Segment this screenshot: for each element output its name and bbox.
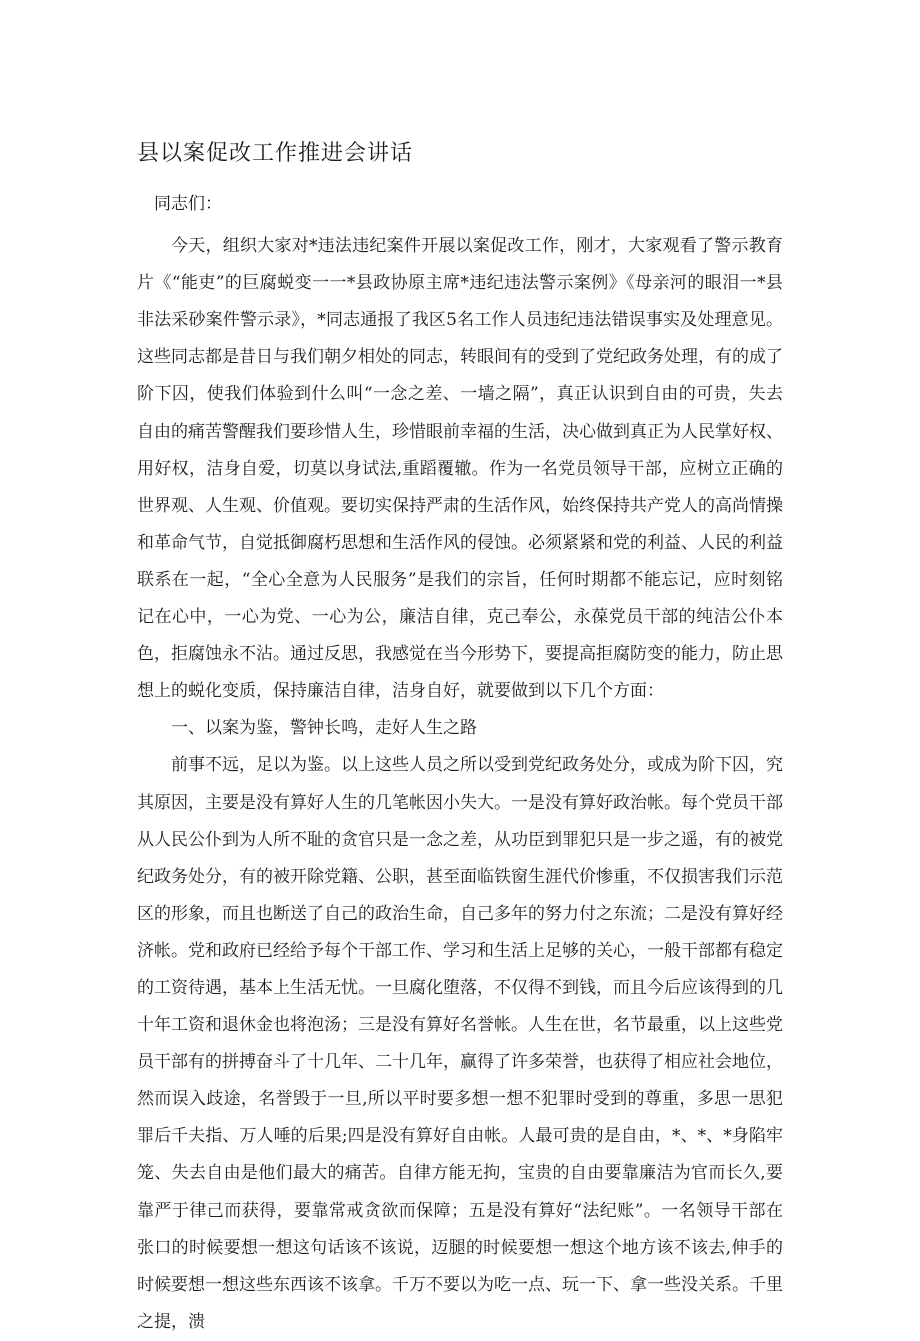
section-heading: 一、以案为鉴，警钟长鸣，走好人生之路 [171, 718, 477, 739]
document-body [137, 186, 783, 1341]
section-paragraph: 前事不远，足以为鉴。以上这些人员之所以受到党纪政务处分，或成为阶下囚，究其原因，主要是没有算好人生的几笔帐因小失大。一是没有算好政治帐。每个党员干部从人民公仆到为人所不耻的贪官只是一念之差，从功臣到罪犯只是一步之遥，有的被党纪政务处分，有的被开除党籍、公职，甚至面临铁窗生涯代价惨重，不仅损害我们示范区的形象，而且也断送了自己的政治生命，自己多年的努力付之东流；二是没有算好经济帐。党和政府已经给予每个干部工作、学习和生活上足够的关心，一般干部都有稳定的工资待遇，基本上生活无忧。一旦腐化堕落，不仅得不到钱，而且今后应该得到的几十年工资和退休金也将泡汤；三是没有算好名誉帐。人生在世，名节最重，以上这些党员干部有的拼搏奋斗了十几年、二十几年，赢得了许多荣誉，也获得了相应社会地位，然而误入歧途，名誉毁于一旦,所以平时要多想一想不犯罪时受到的尊重，多思一思犯罪后千夫指、万人唾的后果;四是没有算好自由帐。人最可贵的是自由，*、*、*身陷牢笼、失去自由是他们最大的痛苦。自律方能无拘，宝贵的自由要靠廉洁为官而长久,要靠严于律己而获得，要靠常戒贪欲而保障；五是没有算好“法纪账”。一名领导干部在张口的时候要想一想这句话该不该说，迈腿的时候要想一想这个地方该不该去,伸手的时候要想一想这些东西该不该拿。千万不要以为吃一点、玩一下、拿一些没关系。千里之提，溃 [137, 755, 783, 1332]
greeting: 同志们： [154, 194, 222, 214]
document-title: 县以案促改工作推进会讲话 [137, 141, 414, 166]
intro-paragraph: 今天，组织大家对*违法违纪案件开展以案促改工作，刚才，大家观看了警示教育片《“能吏”的巨腐蜕变一一*县政协原主席*违纪违法警示案例》《母亲河的眼泪一*县非法采砂案件警示录》，*同志通报了我区5名工作人员违纪违法错误事实及处理意见。这些同志都是昔日与我们朝夕相处的同志，转眼间有的受到了党纪政务处理，有的成了阶下囚，使我们体验到什么叫“一念之差、一墙之隔”，真正认识到自由的可贵，失去自由的痛苦警醒我们要珍惜人生，珍惜眼前幸福的生活，决心做到真正为人民掌好权、用好权，洁身自爱，切莫以身试法,重蹈覆辙。作为一名党员领导干部，应树立正确的世界观、人生观、价值观。要切实保持严肃的生活作风，始终保持共产党人的高尚情操和革命气节，自觉抵御腐朽思想和生活作风的侵蚀。必须紧紧和党的利益、人民的利益联系在一起，“全心全意为人民服务”是我们的宗旨，任何时期都不能忘记，应时刻铭记在心中，一心为党、一心为公，廉洁自律，克己奉公，永葆党员干部的纯洁公仆本色，拒腐蚀永不沾。通过反思，我感觉在当今形势下，要提高拒腐防变的能力，防止思想上的蜕化变质，保持廉洁自律，洁身自好，就要做到以下几个方面： [137, 236, 783, 702]
